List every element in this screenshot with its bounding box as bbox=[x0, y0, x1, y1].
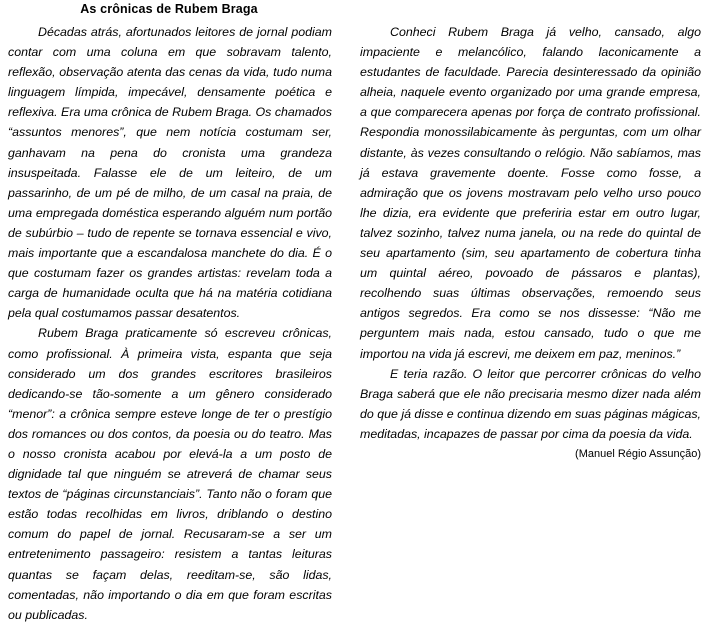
paragraph: Décadas atrás, afortunados leitores de jornal podiam contar com uma coluna em que sobravam talento, reflexão, observação atenta das cenas da vida, tudo numa linguagem límpida, impecável, densamente poética e reflexiva. Era uma crônica de Rubem Braga. Os chamados “assuntos menores”, que nem notícia costumam ser, ganhavam na pena do cronista uma grandeza insuspeitada. Falasse ele de um leiteiro, de um passarinho, de um pé de milho, de um casal na praia, de uma empregada doméstica esperando alguém num portão de subúrbio – tudo de repente se tornava essencial e vivo, mais importante que a escandalosa manchete do dia. É o que costumam fazer os grandes artistas: revelam toda a carga de humanidade oculta que há na matéria cotidiana pela qual costumamos passar desatentos. bbox=[8, 25, 332, 321]
paragraph: Conheci Rubem Braga já velho, cansado, algo impaciente e melancólico, falando laconicamente a estudantes de faculdade. Parecia desinteressado da opinião alheia, naquele evento organizado por uma grande empresa, a que comparecera apenas por força de contrato profissional. Respondia monossilabicamente às perguntas, com um olhar distante, às vezes consultando o relógio. Não sabíamos, mas já estava gravemente doente. Fosse como fosse, a admiração que os jovens mostravam pelo velho urso pouco lhe dizia, era evidente que preferiria estar em outro lugar, talvez sozinho, talvez numa janela, ou na rede do quintal de seu apartamento (sim, seu apartamento de cobertura tinha um quintal aéreo, povoado de pássaros e plantas), recolhendo suas últimas observações, remoendo seus antigos segredos. Era como se nos dissesse: “Não me perguntem mais nada, estou cansado, tudo o que me importou na vida já escrevi, me deixem em paz, meninos.” bbox=[360, 25, 701, 361]
right-text-column bbox=[360, 22, 701, 464]
page-title: As crônicas de Rubem Braga bbox=[80, 2, 258, 16]
attribution: (Manuel Régio Assunção) bbox=[575, 447, 701, 460]
paragraph: Rubem Braga praticamente só escreveu crônicas, como profissional. À primeira vista, espanta que seja considerado um dos grandes escritores brasileiros dedicando-se tão-somente a um gênero considerado “menor”: a crônica sempre esteve longe de ter o prestígio dos romances ou dos contos, da poesia ou do teatro. Mas o nosso cronista acabou por elevá-la a um posto de dignidade tal que ninguém se atreverá de chamar seus textos de “páginas circunstanciais”. Tanto não o foram que estão todas recolhidas em livros, driblando o destino comum do papel de jornal. Recusaram-se a ser um entretenimento passageiro: resistem a tantas leituras quantas se façam delas, reeditam-se, são lidas, comentadas, não importando o dia em que foram escritas ou publicadas. bbox=[8, 326, 332, 622]
left-text-column bbox=[8, 22, 332, 625]
paragraph: E teria razão. O leitor que percorrer crônicas do velho Braga saberá que ele não precisaria mesmo dizer nada além do que já disse e continua dizendo em suas páginas mágicas, meditadas, incapazes de passar por cima da poesia da vida. bbox=[360, 366, 701, 441]
